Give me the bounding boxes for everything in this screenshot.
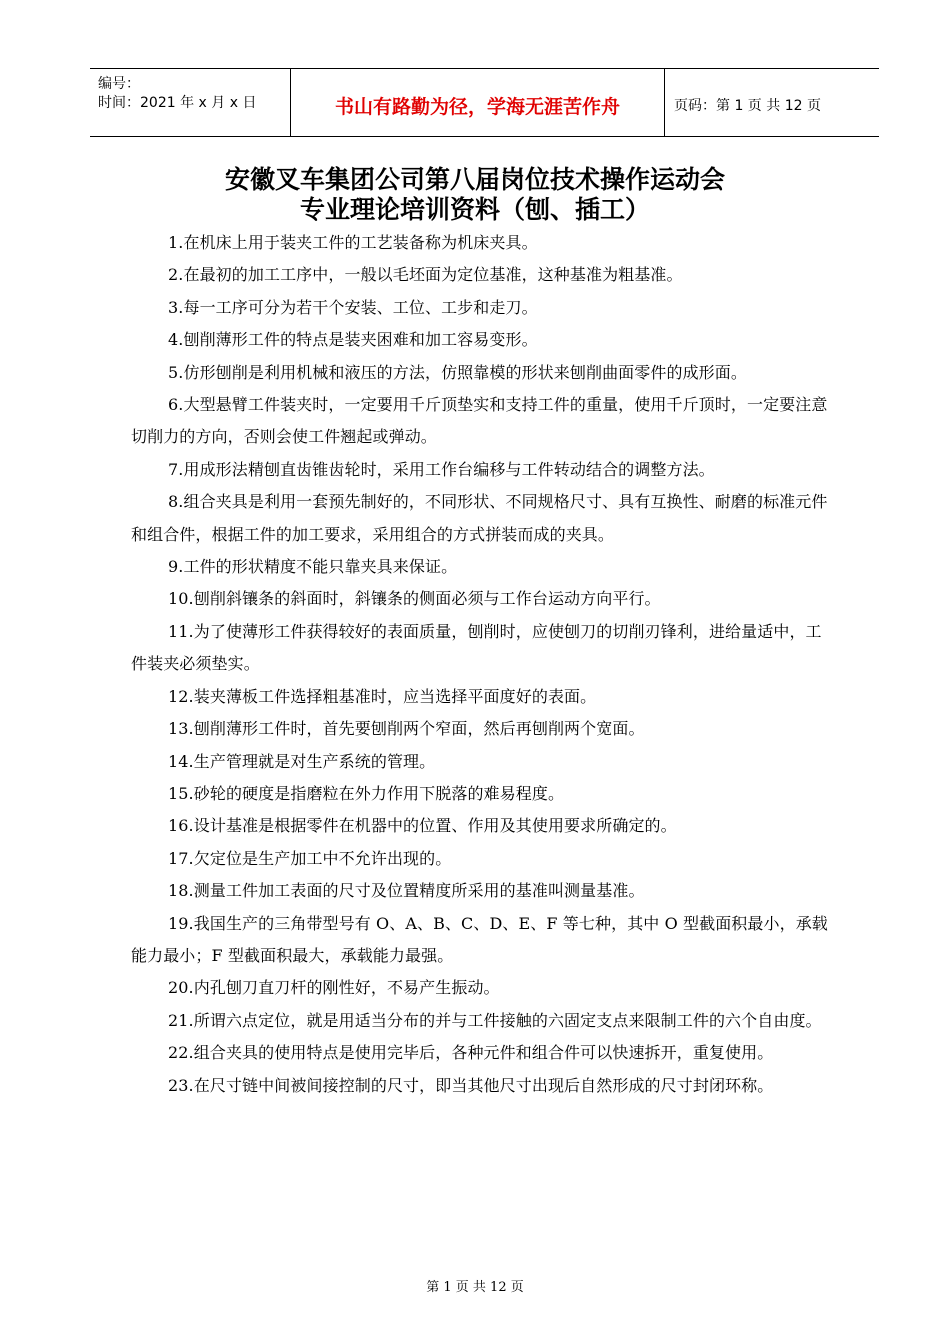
list-item: 10.刨削斜镶条的斜面时，斜镶条的侧面必须与工作台运动方向平行。 xyxy=(168,589,661,609)
list-item: 5.仿形刨削是利用机械和液压的方法，仿照靠模的形状来刨削曲面零件的成形面。 xyxy=(168,362,747,382)
document-title: 安徽叉车集团公司第八届岗位技术操作运动会 xyxy=(224,165,725,194)
list-item: 7.用成形法精刨直齿锥齿轮时，采用工作台编移与工件转动结合的调整方法。 xyxy=(168,459,715,479)
list-item: 2.在最初的加工工序中，一般以毛坯面为定位基准，这种基准为粗基准。 xyxy=(168,265,683,285)
motto-text: 书山有路勤为径，学海无涯苦作舟 xyxy=(334,96,620,118)
list-item: 16.设计基准是根据零件在机器中的位置、作用及其使用要求所确定的。 xyxy=(168,816,677,836)
list-item: 21.所谓六点定位，就是用适当分布的并与工件接触的六固定支点来限制工件的六个自由度。 xyxy=(168,1010,822,1030)
list-item: 14.生产管理就是对生产系统的管理。 xyxy=(168,751,436,771)
list-item: 17.欠定位是生产加工中不允许出现的。 xyxy=(168,848,452,868)
time-label: 时间：2021 年 x 月 x 日 xyxy=(98,95,257,111)
list-item: 8.组合夹具是利用一套预先制好的，不同形状、不同规格尺寸、具有互换性、耐磨的标准元件和组合件，根据工件的加工要求，采用组合的方式拼装而成的夹具。 xyxy=(131,492,828,544)
list-item: 1.在机床上用于装夹工件的工艺装备称为机床夹具。 xyxy=(168,233,538,252)
page-number-label: 页码：第 1 页 共 12 页 xyxy=(674,98,821,114)
list-item: 11.为了使薄形工件获得较好的表面质量，刨削时，应使刨刀的切削刃锋利，进给量适中，工件装夹必须垫实。 xyxy=(131,621,822,674)
page-footer: 第 1 页 共 12 页 xyxy=(426,1280,524,1295)
page-header xyxy=(90,68,879,137)
list-item: 3.每一工序可分为若干个安装、工位、工步和走刀。 xyxy=(168,297,538,317)
header-page-cell xyxy=(664,69,879,136)
list-item: 15.砂轮的硬度是指磨粒在外力作用下脱落的难易程度。 xyxy=(168,783,565,803)
list-item: 9.工件的形状精度不能只靠夹具来保证。 xyxy=(168,557,458,577)
document-body xyxy=(131,227,834,1102)
header-meta-cell xyxy=(90,69,290,136)
list-item: 4.刨削薄形工件的特点是装夹困难和加工容易变形。 xyxy=(168,330,538,350)
document-subtitle: 专业理论培训资料（刨、插工） xyxy=(299,195,650,224)
list-item: 22.组合夹具的使用特点是使用完毕后，各种元件和组合件可以快速拆开，重复使用。 xyxy=(168,1043,774,1063)
code-label: 编号： xyxy=(98,76,140,92)
list-item: 18.测量工件加工表面的尺寸及位置精度所采用的基准叫测量基准。 xyxy=(168,881,645,901)
list-item: 23.在尺寸链中间被间接控制的尺寸，即当其他尺寸出现后自然形成的尺寸封闭环称。 xyxy=(168,1075,774,1095)
list-item: 12.装夹薄板工件选择粗基准时，应当选择平面度好的表面。 xyxy=(168,686,597,706)
list-item: 6.大型悬臂工件装夹时，一定要用千斤顶垫实和支持工件的重量，使用千斤顶时，一定要注意切削力的方向，否则会使工件翘起或弹动。 xyxy=(131,395,828,447)
list-item: 19.我国生产的三角带型号有 O、A、B、C、D、E、F 等七种，其中 O 型截面积最小，承载能力最小；F 型截面积最大，承载能力最强。 xyxy=(131,913,828,965)
list-item: 13.刨削薄形工件时，首先要刨削两个窄面，然后再刨削两个宽面。 xyxy=(168,719,645,739)
header-motto-cell xyxy=(290,69,665,136)
list-item: 20.内孔刨刀直刀杆的刚性好，不易产生振动。 xyxy=(168,978,500,998)
